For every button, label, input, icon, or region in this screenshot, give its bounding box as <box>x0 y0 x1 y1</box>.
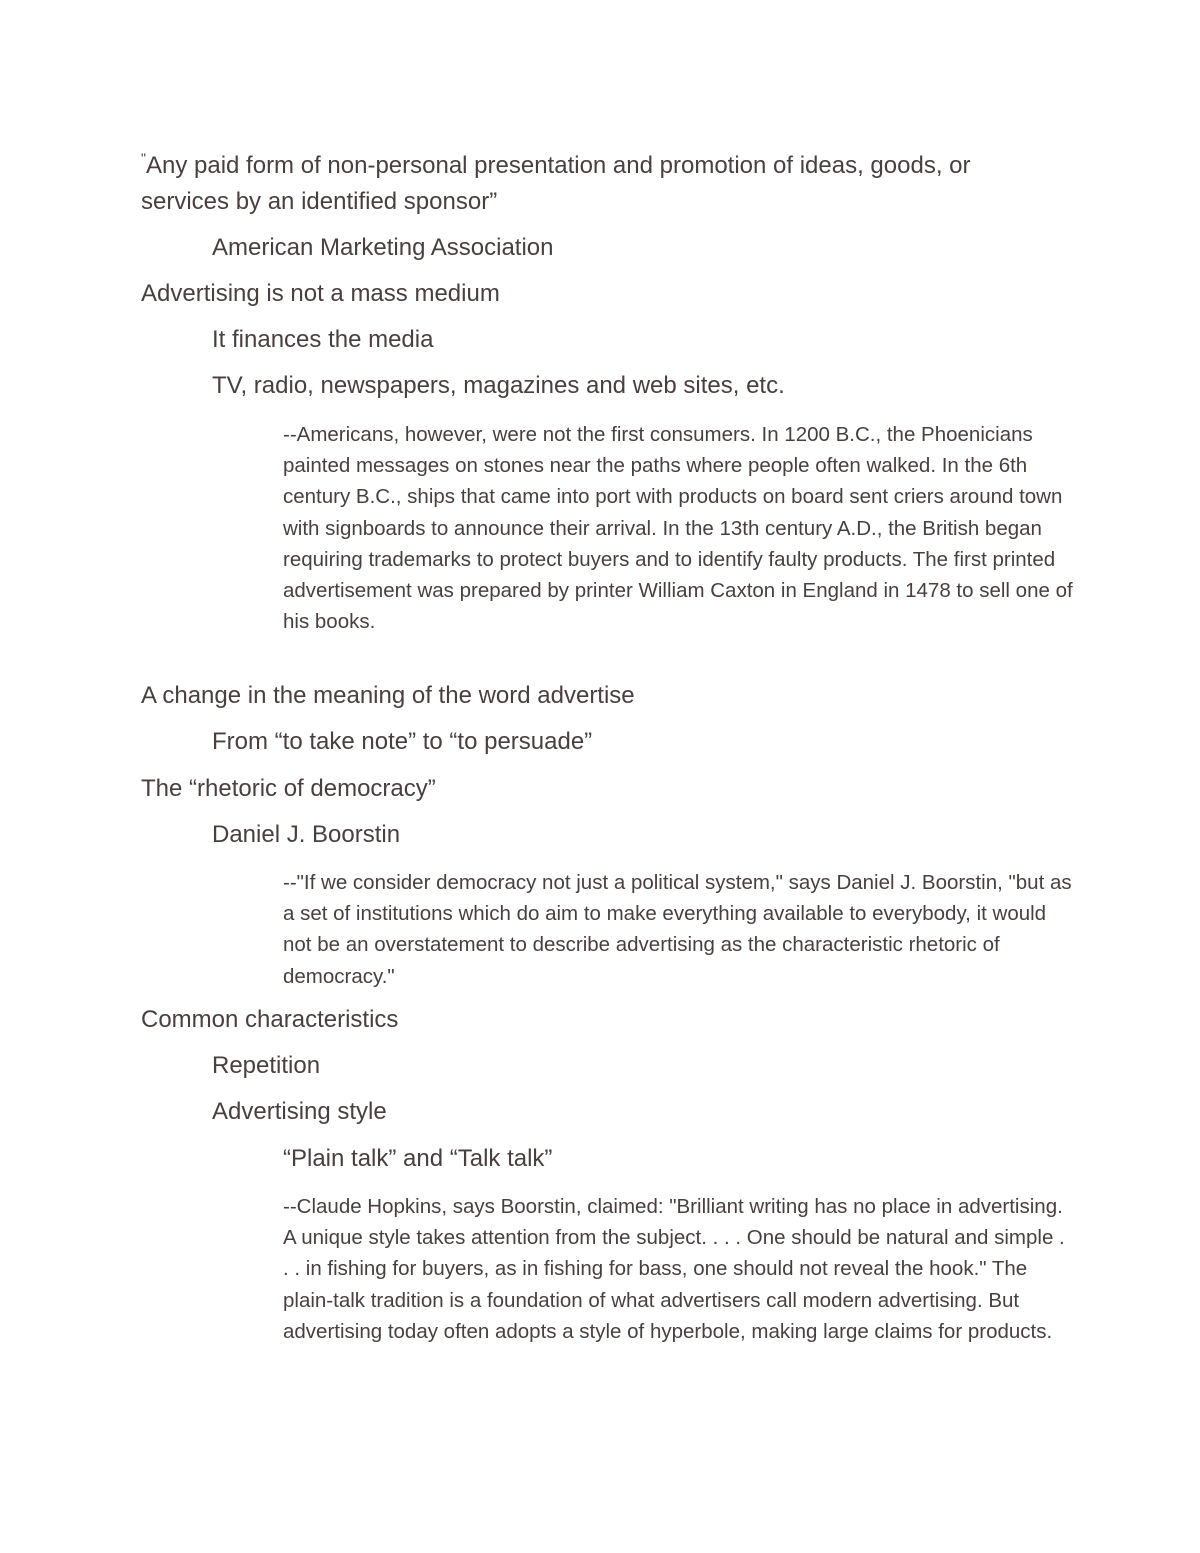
point-note-to-persuade: From “to take note” to “to persuade” <box>212 728 593 755</box>
point-finances-media: It finances the media <box>212 326 434 353</box>
point-advertising-style: Advertising style <box>212 1098 387 1125</box>
definition-quote <box>141 148 1021 220</box>
point-repetition: Repetition <box>212 1052 321 1079</box>
definition-source: American Marketing Association <box>212 234 554 261</box>
heading-rhetoric: The “rhetoric of democracy” <box>141 775 436 802</box>
heading-word-change: A change in the meaning of the word advertise <box>141 682 635 709</box>
definition-open-mark: " <box>141 150 146 166</box>
point-media-types: TV, radio, newspapers, magazines and web sites, etc. <box>212 372 785 399</box>
heading-characteristics: Common characteristics <box>141 1006 399 1033</box>
note-hopkins-quote: --Claude Hopkins, says Boorstin, claimed: "Brilliant writing has no place in advertising. A unique style takes attention from the subject. . . . One should be natural and simple . . . in fishing for buyers, as in fishing for bass, one should not reveal the hook." The plain-talk tradition is a foundation of what advertisers call modern advertising. But advertising today often adopts a style of hyperbole, making large claims for products. <box>283 1195 1065 1343</box>
sub-point-plain-talk: “Plain talk” and “Talk talk” <box>283 1145 553 1172</box>
heading-mass-medium: Advertising is not a mass medium <box>141 280 500 307</box>
definition-text: Any paid form of non-personal presentation and promotion of ideas, goods, or services by an identified sponsor” <box>141 152 971 215</box>
point-boorstin: Daniel J. Boorstin <box>212 821 401 848</box>
note-history: --Americans, however, were not the first consumers. In 1200 B.C., the Phoenicians painted messages on stones near the paths where people often walked. In the 6th century B.C., ships that came into port with products on board sent criers around town with signboards to announce their arrival. In the 13th century A.D., the British began requiring trademarks to protect buyers and to identify faulty products. The first printed advertisement was prepared by printer William Caxton in England in 1478 to sell one of his books. <box>283 423 1073 634</box>
note-boorstin-quote: --"If we consider democracy not just a political system," says Daniel J. Boorstin, "but as a set of institutions which do aim to make everything available to everybody, it would not be an overstatement to describe advertising as the characteristic rhetoric of democracy." <box>283 871 1072 988</box>
